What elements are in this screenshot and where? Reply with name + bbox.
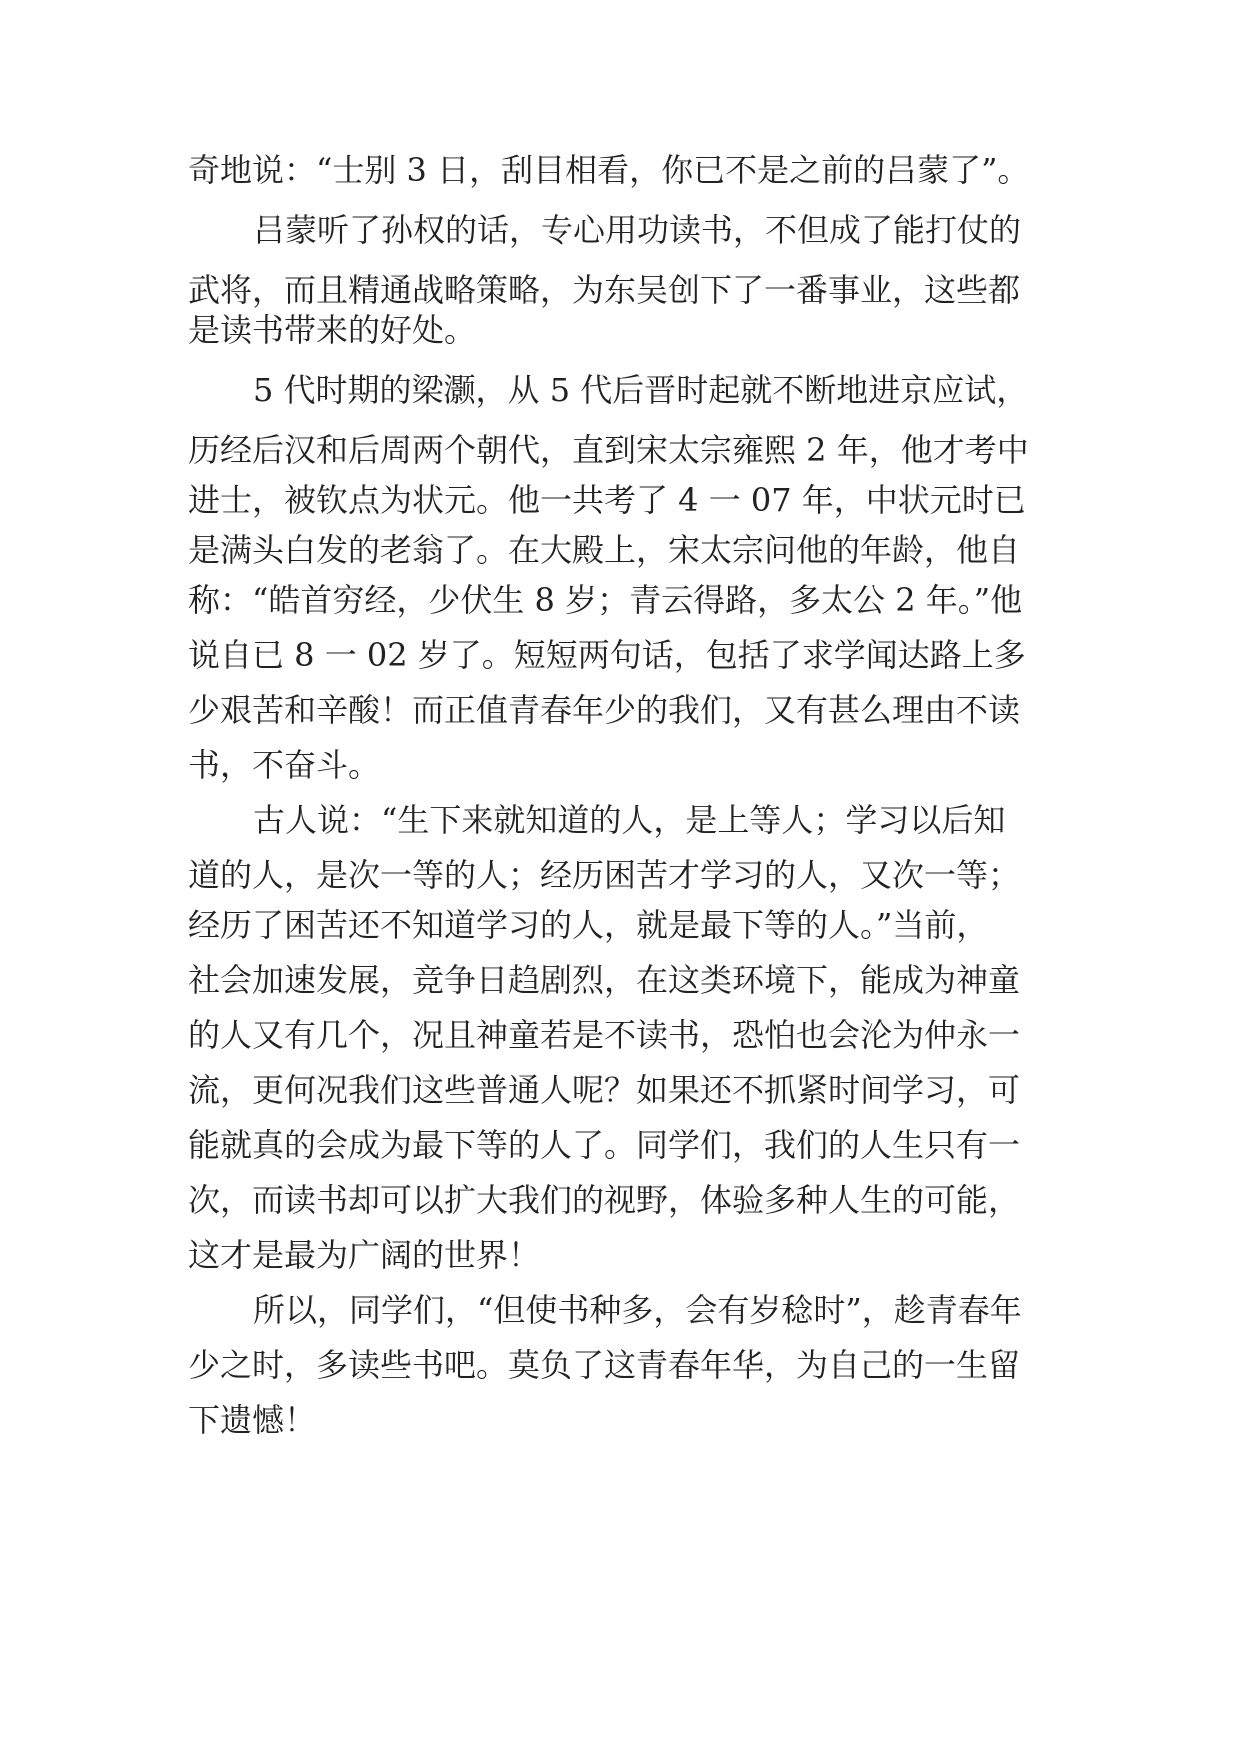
text-line: 书，不奋斗。 [188,746,381,784]
text-line: 说自已 8 一 02 岁了。短短两句话，包括了求学闻达路上多 [188,636,1026,674]
text-line: 历经后汉和后周两个朝代，直到宋太宗雍熙 2 年，他才考中 [188,431,1029,469]
text-line: 少之时，多读些书吧。莫负了这青春年华，为自己的一生留 [188,1346,1021,1384]
text-line: 奇地说：“士别 3 日，刮目相看，你已不是之前的吕蒙了”。 [188,151,1030,189]
text-line: 是读书带来的好处。 [188,311,477,349]
text-line: 是满头白发的老翁了。在大殿上，宋太宗问他的年龄，他自 [188,531,1021,569]
paragraph-first-line: 古人说：“生下来就知道的人，是上等人；学习以后知 [253,801,1006,839]
text-line: 下遗憾！ [188,1401,317,1439]
text-line: 称：“皓首穷经，少伏生 8 岁；青云得路，多太公 2 年。”他 [188,581,1023,619]
text-line: 进士，被钦点为状元。他一共考了 4 一 07 年，中状元时已 [188,481,1026,519]
paragraph-first-line: 所以，同学们，“但使书种多，会有岁稔时”，趁青春年 [253,1291,1022,1329]
text-line: 道的人，是次一等的人；经历困苦才学习的人，又次一等； [188,856,1021,894]
text-line: 社会加速发展，竞争日趋剧烈，在这类环境下，能成为神童 [188,961,1021,999]
text-line: 武将，而且精通战略策略，为东吴创下了一番事业，这些都 [188,271,1021,309]
paragraph-first-line: 5 代时期的梁灏，从 5 代后晋时起就不断地进京应试， [253,371,1029,409]
text-line: 次，而读书却可以扩大我们的视野，体验多种人生的可能， [188,1181,1021,1219]
text-line: 少艰苦和辛酸！而正值青春年少的我们，又有甚么理由不读 [188,691,1021,729]
text-line: 能就真的会成为最下等的人了。同学们，我们的人生只有一 [188,1126,1021,1164]
text-line: 这才是最为广阔的世界！ [188,1236,541,1274]
text-line: 流，更何况我们这些普通人呢？如果还不抓紧时间学习，可 [188,1071,1021,1109]
paragraph-first-line: 吕蒙听了孙权的话，专心用功读书，不但成了能打仗的 [253,211,1022,249]
text-line: 的人又有几个，况且神童若是不读书，恐怕也会沦为仲永一 [188,1016,1021,1054]
text-line: 经历了困苦还不知道学习的人，就是最下等的人。”当前， [188,906,989,944]
